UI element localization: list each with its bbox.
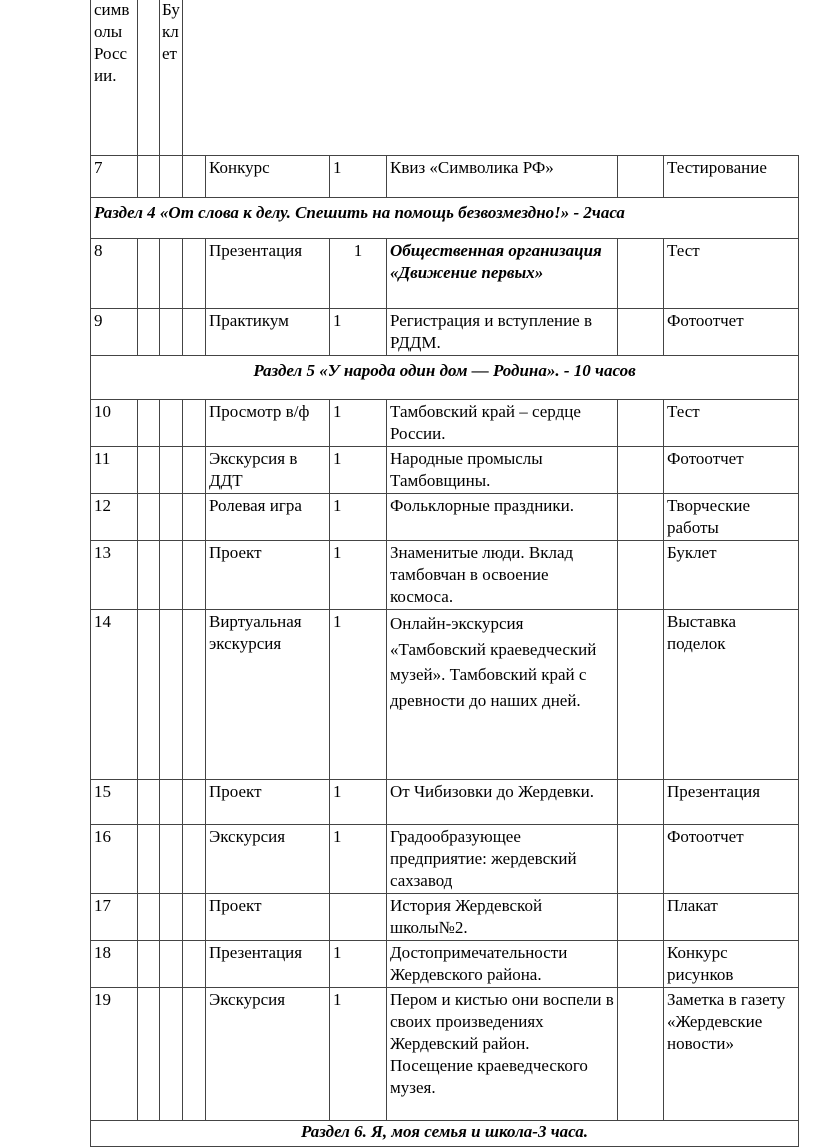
row-number: 19	[91, 988, 138, 1121]
table-row	[91, 239, 799, 309]
table-row	[91, 541, 799, 610]
activity-form: Просмотр в/ф	[206, 400, 330, 447]
empty-cell	[183, 610, 206, 780]
hours-count: 1	[330, 156, 387, 198]
empty-cell	[160, 156, 183, 198]
empty-cell	[183, 494, 206, 541]
hours-count	[330, 894, 387, 941]
row-number: 18	[91, 941, 138, 988]
empty-cell	[618, 610, 664, 780]
empty-cell	[160, 825, 183, 894]
program-table	[90, 155, 799, 1147]
hours-count: 1	[330, 941, 387, 988]
empty-cell	[160, 400, 183, 447]
empty-cell	[160, 309, 183, 356]
empty-cell	[160, 988, 183, 1121]
empty-cell	[138, 825, 160, 894]
empty-cell	[618, 825, 664, 894]
empty-cell	[183, 825, 206, 894]
activity-form: Конкурс	[206, 156, 330, 198]
empty-cell	[618, 780, 664, 825]
empty-cell	[160, 894, 183, 941]
control-form: Конкурс рисунков	[664, 941, 799, 988]
lesson-topic: Онлайн-экскурсия «Тамбовский краеведческий музей». Тамбовский край с древности до наших дней.	[387, 610, 618, 780]
empty-cell	[183, 447, 206, 494]
empty-cell	[618, 309, 664, 356]
empty-cell	[138, 156, 160, 198]
activity-form: Презентация	[206, 239, 330, 309]
table-row	[91, 156, 799, 198]
empty-cell	[160, 447, 183, 494]
row-number: 16	[91, 825, 138, 894]
activity-form: Экскурсия в ДДТ	[206, 447, 330, 494]
empty-cell	[183, 988, 206, 1121]
activity-form: Ролевая игра	[206, 494, 330, 541]
hours-count: 1	[330, 988, 387, 1121]
lesson-topic: Регистрация и вступление в РДДМ.	[387, 309, 618, 356]
empty-cell	[618, 447, 664, 494]
section-row	[91, 1121, 799, 1147]
empty-cell	[138, 988, 160, 1121]
empty-cell	[160, 780, 183, 825]
control-form: Фотоотчет	[664, 309, 799, 356]
hours-count: 1	[330, 780, 387, 825]
empty-cell	[138, 400, 160, 447]
activity-form: Проект	[206, 541, 330, 610]
empty-cell	[183, 400, 206, 447]
empty-cell	[183, 309, 206, 356]
section-row	[91, 198, 799, 239]
lesson-topic: Фольклорные праздники.	[387, 494, 618, 541]
empty-cell	[618, 239, 664, 309]
table-row	[91, 941, 799, 988]
row-number: 9	[91, 309, 138, 356]
control-form: Презентация	[664, 780, 799, 825]
empty-cell	[618, 988, 664, 1121]
table-row	[91, 400, 799, 447]
section-row	[91, 356, 799, 400]
activity-form: Экскурсия	[206, 988, 330, 1121]
hours-count: 1	[330, 541, 387, 610]
table-row	[91, 494, 799, 541]
row-number: 7	[91, 156, 138, 198]
lesson-topic: Квиз «Символика РФ»	[387, 156, 618, 198]
control-form: Фотоотчет	[664, 447, 799, 494]
hours-count: 1	[330, 400, 387, 447]
activity-form: Экскурсия	[206, 825, 330, 894]
table-row	[91, 894, 799, 941]
lesson-topic: Народные промыслы Тамбовщины.	[387, 447, 618, 494]
lesson-topic: Тамбовский край – сердце России.	[387, 400, 618, 447]
empty-cell	[183, 239, 206, 309]
activity-form: Виртуальная экскурсия	[206, 610, 330, 780]
table-row	[91, 825, 799, 894]
lesson-topic: От Чибизовки до Жердевки.	[387, 780, 618, 825]
hours-count: 1	[330, 447, 387, 494]
control-form: Творческие работы	[664, 494, 799, 541]
control-form: Выставка поделок	[664, 610, 799, 780]
control-form: Плакат	[664, 894, 799, 941]
control-form: Тест	[664, 239, 799, 309]
fragment-form-cell: Буклет	[160, 0, 183, 155]
empty-cell	[138, 541, 160, 610]
lesson-topic: Общественная организация «Движение первых»	[387, 239, 618, 309]
row-number: 14	[91, 610, 138, 780]
table-fragment	[90, 0, 183, 156]
empty-cell	[618, 494, 664, 541]
lesson-topic: История Жердевской школы№2.	[387, 894, 618, 941]
hours-count: 1	[330, 610, 387, 780]
table-row	[91, 780, 799, 825]
activity-form: Презентация	[206, 941, 330, 988]
empty-cell	[138, 239, 160, 309]
empty-cell	[160, 239, 183, 309]
empty-cell	[183, 156, 206, 198]
hours-count: 1	[330, 239, 387, 309]
row-number: 15	[91, 780, 138, 825]
empty-cell	[160, 541, 183, 610]
hours-count: 1	[330, 309, 387, 356]
empty-cell	[138, 494, 160, 541]
lesson-topic: Пером и кистью они воспели в своих произведениях Жердевский район. Посещение краеведческого музея.	[387, 988, 618, 1121]
empty-cell	[138, 447, 160, 494]
row-number: 10	[91, 400, 138, 447]
empty-cell	[138, 894, 160, 941]
empty-cell	[183, 894, 206, 941]
row-number: 13	[91, 541, 138, 610]
control-form: Буклет	[664, 541, 799, 610]
empty-cell	[160, 941, 183, 988]
control-form: Фотоотчет	[664, 825, 799, 894]
empty-cell	[183, 541, 206, 610]
table-row	[91, 447, 799, 494]
section-title: Раздел 6. Я, моя семья и школа-3 часа.	[91, 1121, 799, 1147]
lesson-topic: Достопримечательности Жердевского района.	[387, 941, 618, 988]
empty-cell	[618, 541, 664, 610]
row-number: 17	[91, 894, 138, 941]
control-form: Тест	[664, 400, 799, 447]
empty-cell	[138, 0, 160, 155]
empty-cell	[183, 780, 206, 825]
empty-cell	[160, 494, 183, 541]
empty-cell	[183, 941, 206, 988]
activity-form: Практикум	[206, 309, 330, 356]
row-number: 12	[91, 494, 138, 541]
empty-cell	[138, 309, 160, 356]
fragment-topic-cell: символы России.	[91, 0, 138, 155]
lesson-topic: Знаменитые люди. Вклад тамбовчан в освоение космоса.	[387, 541, 618, 610]
table-row	[91, 988, 799, 1121]
activity-form: Проект	[206, 780, 330, 825]
empty-cell	[618, 894, 664, 941]
section-title: Раздел 4 «От слова к делу. Спешить на помощь безвозмездно!» - 2часа	[91, 198, 799, 239]
hours-count: 1	[330, 494, 387, 541]
activity-form: Проект	[206, 894, 330, 941]
empty-cell	[138, 610, 160, 780]
table-row	[91, 610, 799, 780]
empty-cell	[618, 400, 664, 447]
hours-count: 1	[330, 825, 387, 894]
section-title: Раздел 5 «У народа один дом — Родина». - 10 часов	[91, 356, 799, 400]
empty-cell	[618, 941, 664, 988]
empty-cell	[160, 610, 183, 780]
row-number: 8	[91, 239, 138, 309]
row-number: 11	[91, 447, 138, 494]
empty-cell	[138, 941, 160, 988]
control-form: Тестирование	[664, 156, 799, 198]
control-form: Заметка в газету «Жердевские новости»	[664, 988, 799, 1121]
empty-cell	[138, 780, 160, 825]
lesson-topic: Градообразующее предприятие: жердевский сахзавод	[387, 825, 618, 894]
table-row	[91, 309, 799, 356]
empty-cell	[618, 156, 664, 198]
